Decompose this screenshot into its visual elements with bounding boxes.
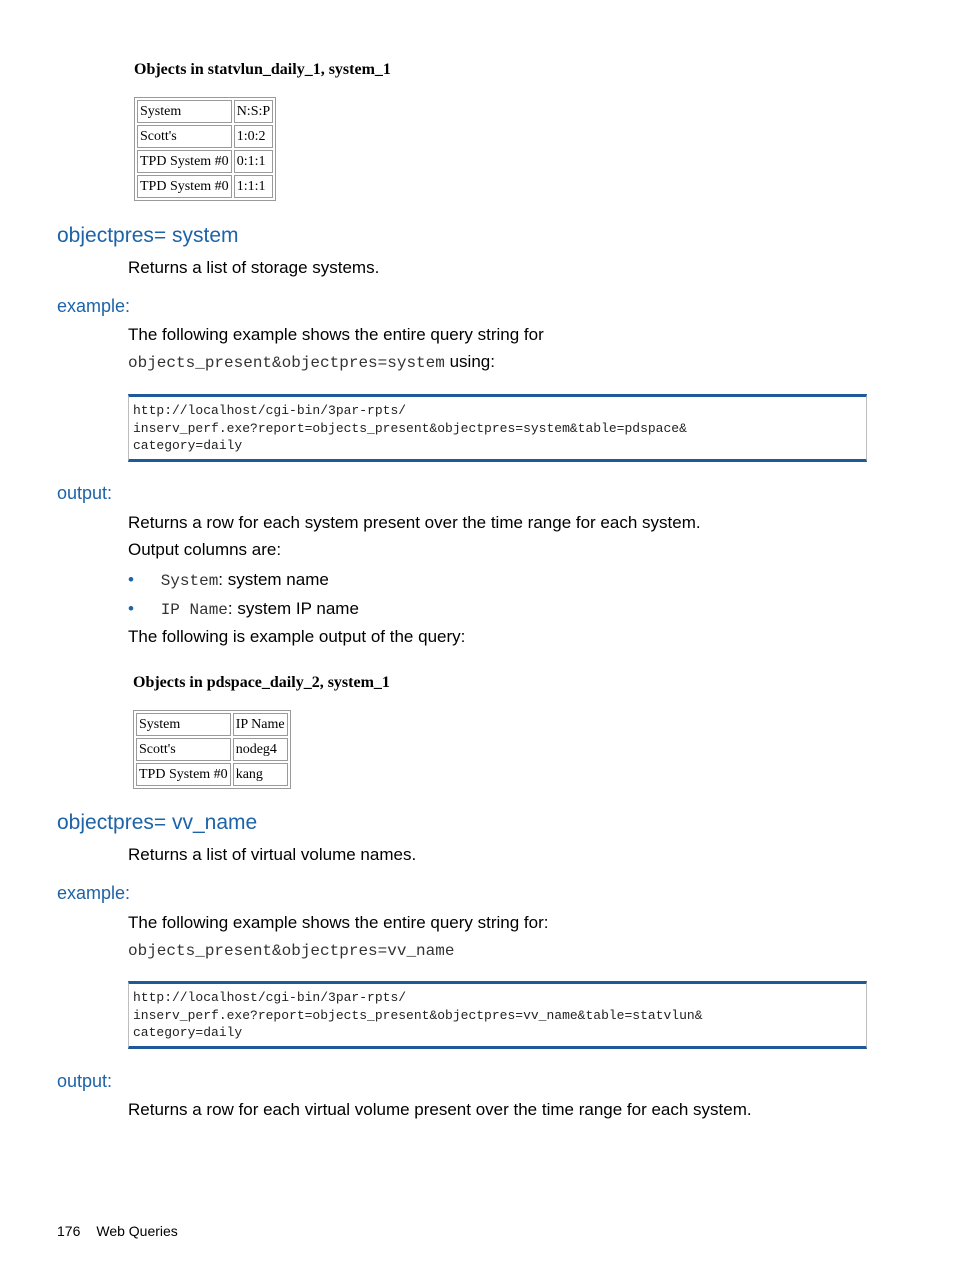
table-row [137,125,273,148]
example-code-line [128,352,495,372]
list-item [128,570,329,590]
code-text: http://localhost/cgi-bin/3par-rpts/ inserv_perf.exe?report=objects_present&objectpres=system&table=pdspace& category=daily [133,403,687,453]
column-name: System [160,572,219,590]
example-text: The following example shows the entire query string for: [128,913,549,932]
inline-code: objects_present&objectpres=system [128,354,445,372]
output-heading: output: [57,1071,113,1091]
table-cell: Scott's [137,125,232,148]
example-code-line [128,940,454,960]
table-cell: System [137,100,232,123]
table-cell: kang [233,763,288,786]
list-item [128,599,359,619]
table-cell: IP Name [233,713,288,736]
table2 [133,710,291,789]
example-text: The following example shows the entire query string for [128,325,544,344]
output-heading: output: [57,483,113,503]
example-output-intro: The following is example output of the query: [128,627,466,646]
inline-suffix: using: [444,352,495,371]
table-cell: System [136,713,231,736]
table-cell: TPD System #0 [137,175,232,198]
column-desc: : system name [218,570,329,589]
bullet-icon: • [128,570,134,589]
table-cell: N:S:P [234,100,273,123]
table-cell: Scott's [136,738,231,761]
table-cell: 1:1:1 [234,175,273,198]
table-row [137,150,273,173]
footer-section-title: Web Queries [96,1223,178,1239]
table-cell: 0:1:1 [234,150,273,173]
inline-code: objects_present&objectpres=vv_name [128,942,455,960]
table-row [136,713,288,736]
columns-intro: Output columns are: [128,540,282,559]
table-row [136,763,288,786]
code-text: http://localhost/cgi-bin/3par-rpts/ inserv_perf.exe?report=objects_present&objectpres=vv_name&table=statvlun& category=daily [133,990,703,1040]
page-footer [57,1223,178,1239]
table-cell: TPD System #0 [137,150,232,173]
example-heading: example: [57,296,131,316]
table-row [137,175,273,198]
page-number: 176 [57,1223,81,1239]
section-heading: objectpres= system [57,224,239,247]
table-cell: nodeg4 [233,738,288,761]
section-description: Returns a list of virtual volume names. [128,845,417,864]
table-row [136,738,288,761]
column-desc: : system IP name [227,599,359,618]
output-text: Returns a row for each system present over the time range for each system. [128,513,701,532]
table1-caption: Objects in statvlun_daily_1, system_1 [134,61,391,78]
example-heading: example: [57,883,131,903]
bullet-icon: • [128,599,134,618]
section-description: Returns a list of storage systems. [128,258,380,277]
output-text: Returns a row for each virtual volume present over the time range for each system. [128,1100,752,1119]
column-name: IP Name [160,601,228,619]
table-row [137,100,273,123]
section-heading: objectpres= vv_name [57,811,258,834]
code-block [128,394,867,462]
table2-caption: Objects in pdspace_daily_2, system_1 [133,674,390,691]
table-cell: 1:0:2 [234,125,273,148]
table-cell: TPD System #0 [136,763,231,786]
table1 [134,97,276,201]
code-block [128,981,867,1049]
